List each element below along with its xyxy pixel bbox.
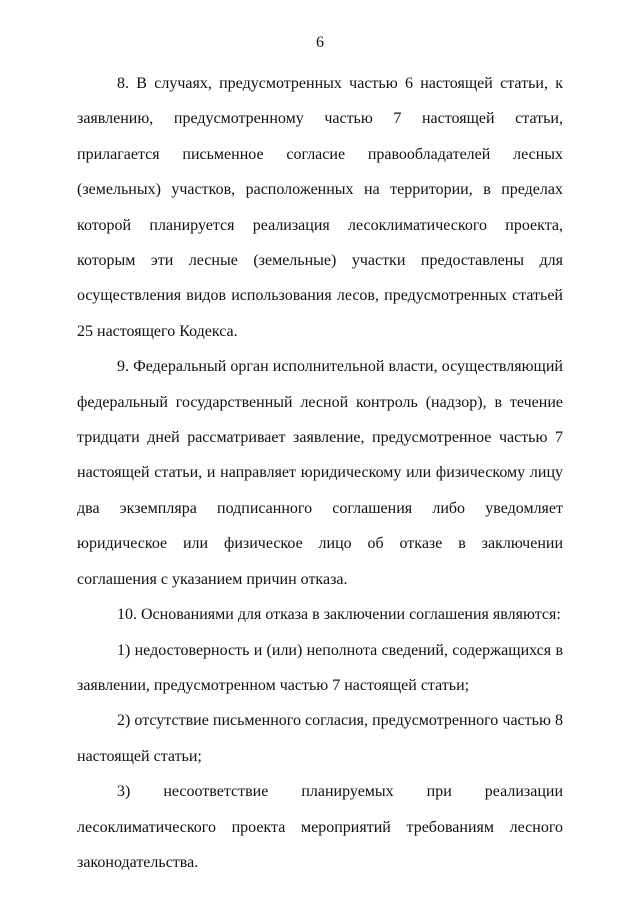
paragraph-9: 9. Федеральный орган исполнительной власти, осуществляющий федеральный государственный лесной контроль (надзор), в течение тридцати дней рассматривает заявление, предусмотренное частью 7 настоящей статьи, и направляет юридическому или физическому лицу два экземпляра подписанного соглашения либо уведомляет юридическое или физическое лицо об отказе в заключении соглашения с указанием причин отказа.	[77, 358, 563, 588]
page-number: 6	[316, 34, 324, 51]
paragraph-10-item-2: 2) отсутствие письменного согласия, предусмотренного частью 8 настоящей статьи;	[77, 712, 563, 765]
paragraph-10: 10. Основаниями для отказа в заключении соглашения являются:	[117, 606, 561, 624]
paragraph-10-item-1: 1) недостоверность и (или) неполнота сведений, содержащихся в заявлении, предусмотренном частью 7 настоящей статьи;	[77, 641, 563, 694]
document-body	[77, 66, 563, 880]
paragraph-8: 8. В случаях, предусмотренных частью 6 настоящей статьи, к заявлению, предусмотренному частью 7 настоящей статьи, прилагается письменное согласие правообладателей лесных (земельных) участков, расположенных на территории, в пределах которой планируется реализация лесоклиматического проекта, которым эти лесные (земельные) участки предоставлены для осуществления видов использования лесов, предусмотренных статьей 25 настоящего Кодекса.	[77, 75, 563, 340]
paragraph-10-item-3: 3) несоответствие планируемых при реализации лесоклиматического проекта мероприятий требованиям лесного законодательства.	[77, 783, 563, 871]
